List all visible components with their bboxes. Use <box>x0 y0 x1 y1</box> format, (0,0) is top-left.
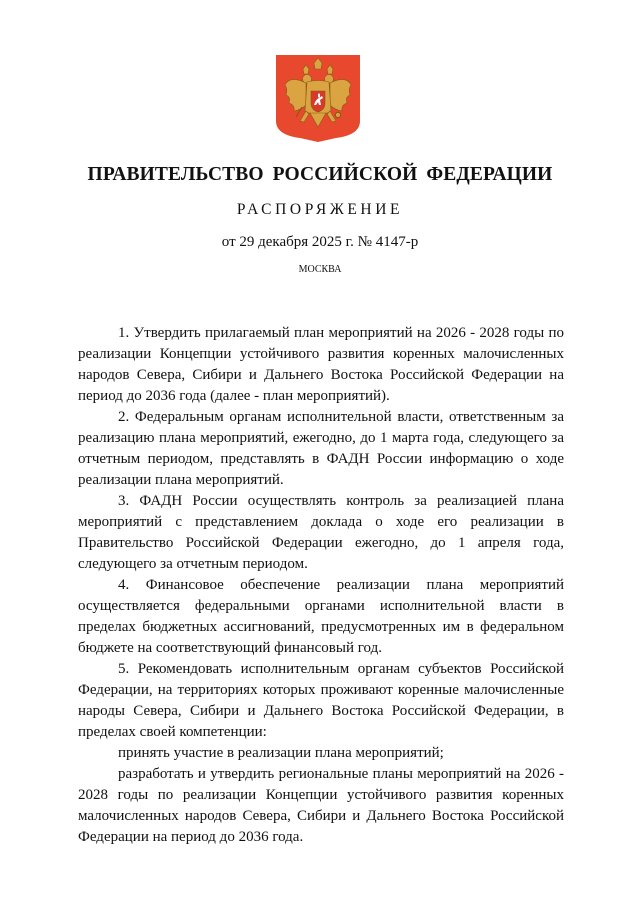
paragraph-5-item-2: разработать и утвердить региональные планы мероприятий на 2026 - 2028 годы по реализации Концепции устойчивого развития коренных малочисленных народов Севера, Сибири и Дальнего Востока Российской Федерации на период до 2036 года. <box>78 766 564 845</box>
document-date-number: от 29 декабря 2025 г. № 4147-р <box>221 234 419 250</box>
paragraph-3: 3. ФАДН России осуществлять контроль за реализацией плана мероприятий с представлением доклада о ходе его реализации в Правительство Российской Федерации ежегодно, до 1 апреля года, следующего за отчетным периодом. <box>78 493 564 572</box>
government-title: ПРАВИТЕЛЬСТВО РОССИЙСКОЙ ФЕДЕРАЦИИ <box>87 164 553 185</box>
document-type: РАСПОРЯЖЕНИЕ <box>236 201 404 218</box>
document-body <box>78 323 564 848</box>
coat-of-arms-icon <box>276 55 360 142</box>
paragraph-2: 2. Федеральным органам исполнительной власти, ответственным за реализацию плана мероприятий, ежегодно, до 1 марта года, следующего за отчетным периодом, представлять в ФАДН России информацию о ходе реализации плана мероприятий. <box>78 409 564 488</box>
document-place: МОСКВА <box>298 264 342 275</box>
paragraph-5-item-1: принять участие в реализации плана мероприятий; <box>118 745 444 761</box>
paragraph-4: 4. Финансовое обеспечение реализации плана мероприятий осуществляется федеральными органами исполнительной власти в пределах бюджетных ассигнований, предусмотренных им в федеральном бюджете на соответствующий финансовый год. <box>78 577 564 656</box>
paragraph-5: 5. Рекомендовать исполнительным органам субъектов Российской Федерации, на территориях которых проживают коренные малочисленные народы Севера, Сибири и Дальнего Востока Российской Федерации, в пределах своей компетенции: <box>78 661 564 740</box>
paragraph-1: 1. Утвердить прилагаемый план мероприятий на 2026 - 2028 годы по реализации Концепции устойчивого развития коренных малочисленных народов Севера, Сибири и Дальнего Востока Российской Федерации на период до 2036 года (далее - план мероприятий). <box>78 325 564 404</box>
